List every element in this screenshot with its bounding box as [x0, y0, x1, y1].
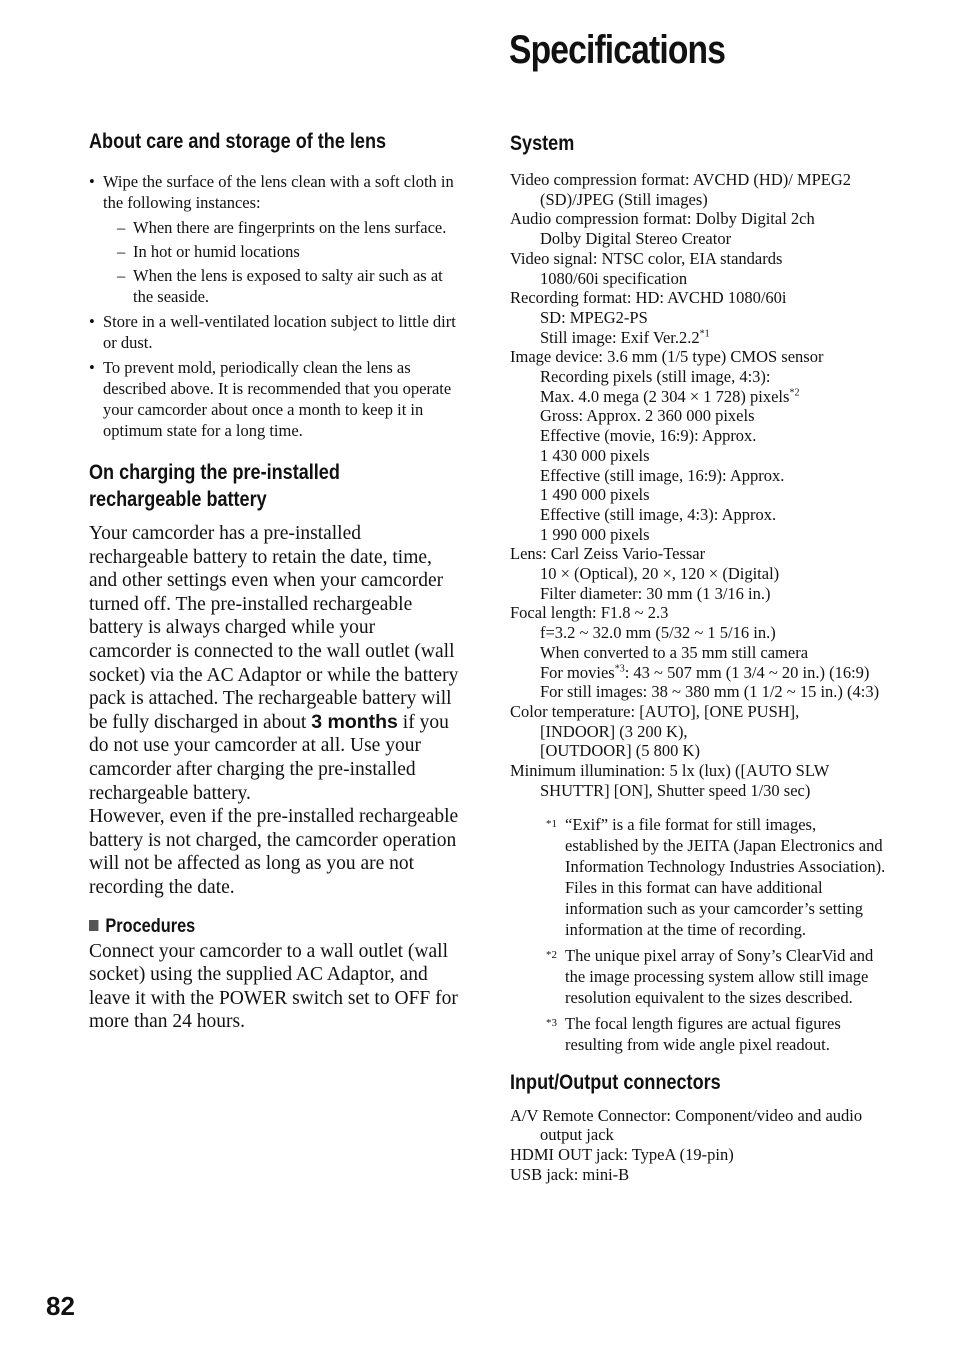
list-item [89, 171, 459, 307]
battery-months-bold: 3 months [311, 710, 398, 733]
spec-min-illumination: Minimum illumination: 5 lx (lux) ([AUTO SLW SHUTTR] [ON], Shutter speed 1/30 sec) [510, 761, 829, 800]
procedures-heading: Procedures [89, 916, 407, 938]
spec-video-compression: Video compression format: AVCHD (HD)/ MPEG2 (SD)/JPEG (Still images) [510, 170, 852, 209]
battery-heading [89, 461, 459, 512]
battery-heading-line-1: On charging the pre-installed [89, 461, 340, 484]
page-number: 82 [46, 1291, 75, 1321]
footnotes [510, 814, 890, 1055]
lens-care-list [89, 171, 459, 441]
spec-color-temperature: Color temperature: [AUTO], [ONE PUSH], [510, 701, 800, 721]
spec-av-remote: A/V Remote Connector: Component/video and audio output jack [510, 1105, 863, 1145]
square-bullet-icon [89, 920, 98, 931]
procedures-text: Connect your camcorder to a wall outlet (wall socket) using the supplied AC Adaptor, and leave it with the POWER switch set to OFF for more than 24 hours. [89, 940, 458, 1033]
list-item: – When there are fingerprints on the lens surface. [103, 217, 459, 238]
lens-care-heading: About care and storage of the lens [89, 130, 387, 153]
spec-video-signal: Video signal: NTSC color, EIA standards [510, 248, 783, 268]
list-item: – When the lens is exposed to salty air such as at the seaside. [103, 265, 459, 307]
footnote: *2 The unique pixel array of Sony’s ClearVid and the image processing system allow still image resolution equivalent to the sizes described. [546, 945, 874, 1007]
io-specs [510, 1106, 890, 1185]
io-heading: Input/Output connectors [510, 1070, 721, 1094]
list-item: • Store in a well-ventilated location subject to little dirt or dust. [89, 311, 459, 353]
system-specs: Video compression format: AVCHD (HD)/ MPEG2 (SD)/JPEG (Still images) Audio compression format: Dolby Digital 2ch Dolby Digital Stereo Creator Video signal: NTSC color, EIA standards 1080/60i specification Recording format: HD: AVCHD 1080/60i SD: MPEG2-PS Still image: Exif Ver.2.2$^{*1}$ Image device: 3.6 mm (1/5 type) CMOS sensor Recording pixels (still image, 4:3): Max. 4.0 mega (2 304 × 1 728) pixels$^{*2}$ Gross: Approx. 2 360 000 pixels Effective (movie, 16:9): Approx. 1 430 000 pixels Effective (still image, 16:9): Approx. 1 490 000 pixels Effective (still image, 4:3): Approx. 1 990 000 pixels Lens: Carl Zeiss Vario-Tessar 10 × (Optical), 20 ×, 120 × (Digital) Filter diameter: 30 mm (1 3/16 in.) Focal length: F1.8 ~ 2.3 f=3.2 ~ 32.0 mm (5/32 ~ 1 5/16 in.) When converted to a 35 mm still camera For movies$^{*3}$: 43 ~ 507 mm (1 3/4 ~ 20 in.) (16:9) For still images: 38 ~ 380 mm (1 1/2 ~ 15 in.) (4:3) Color temperature: [AUTO], [ONE PUSH], [INDOOR] (3 200 K), [OUTDOOR] (5 800 K) Minimum illumination: 5 lx (lux) ([AUTO SLW SHUTTR] [ON], Shutter speed 1/30 sec) [510, 170, 890, 801]
left-column [89, 130, 459, 1034]
spec-focal-length: Focal length: F1.8 ~ 2.3 [510, 603, 669, 623]
system-heading: System [510, 132, 575, 155]
spec-usb: USB jack: mini-B [510, 1164, 630, 1184]
right-column [510, 132, 890, 1184]
spec-lens: Lens: Carl Zeiss Vario-Tessar [510, 544, 706, 564]
footnote: *1 “Exif” is a file format for still images, established by the JEITA (Japan Electronics and Information Technology Industries Association). Files in this format can have additional information such as your camcorder’s setting information at the time of recording. [546, 814, 886, 939]
spec-hdmi: HDMI OUT jack: TypeA (19-pin) [510, 1144, 734, 1164]
footnote: *3 The focal length figures are actual figures resulting from wide angle pixel readout. [546, 1013, 841, 1054]
battery-heading-line-2: rechargeable battery [89, 488, 267, 511]
page-title: Specifications [509, 28, 726, 72]
list-item: – In hot or humid locations [103, 241, 459, 262]
spec-image-device: Image device: 3.6 mm (1/5 type) CMOS sensor [510, 347, 824, 367]
battery-paragraph-1: Your camcorder has a pre-installed rechargeable battery to retain the date, time, and other settings even when your camcorder turned off. The pre-installed rechargeable battery is always charged while your camcorder is connected to the wall outlet (wall socket) via the AC Adaptor or while the battery pack is attached. The rechargeable battery will be fully discharged in about 3 months if you do not use your camcorder at all. Use your camcorder after charging the pre-installed rechargeable battery. [89, 523, 459, 804]
battery-paragraph-2: However, even if the pre-installed rechargeable battery is not charged, the camcorder operation will not be affected as long as you are not recording the date. [89, 806, 459, 898]
spec-audio-compression: Audio compression format: Dolby Digital 2ch [510, 209, 815, 229]
spec-recording-format: Recording format: HD: AVCHD 1080/60i [510, 288, 787, 308]
list-item: • To prevent mold, periodically clean the lens as described above. It is recommended that you operate your camcorder about once a month to keep it in optimum state for a long time. [89, 357, 459, 441]
lens-care-dash-list [103, 217, 459, 307]
lens-care-bullet-1: Wipe the surface of the lens clean with a soft cloth in the following instances: [103, 172, 454, 212]
